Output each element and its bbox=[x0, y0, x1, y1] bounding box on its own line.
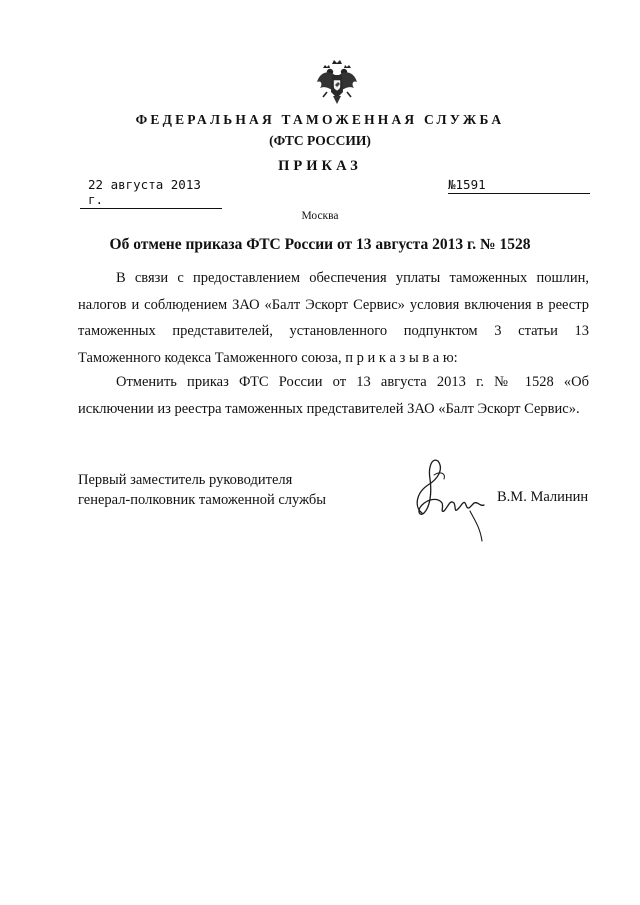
handwritten-signature bbox=[408, 455, 490, 545]
document-type: ПРИКАЗ bbox=[278, 158, 362, 174]
signatory-position-line-2: генерал-полковник таможенной службы bbox=[78, 492, 327, 508]
document-number: №1591 bbox=[448, 177, 590, 194]
organization-name: ФЕДЕРАЛЬНАЯ ТАМОЖЕННАЯ СЛУЖБА bbox=[135, 112, 505, 127]
document-title: Об отмене приказа ФТС России от 13 августа 2013 г. № 1528 bbox=[109, 236, 531, 253]
document-date: 22 августа 2013 г. bbox=[80, 177, 222, 209]
signatory-position-line-1: Первый заместитель руководителя bbox=[78, 472, 293, 488]
signatory-name: В.М. Малинин bbox=[497, 489, 589, 505]
russian-coat-of-arms-icon bbox=[314, 58, 360, 106]
body-paragraph-2: Отменить приказ ФТС России от 13 августа 2013 г. № 1528 «Об исключении из реестра таможенных представителей ЗАО «Балт Эскорт Сервис». bbox=[78, 374, 589, 417]
organization-abbreviation: (ФТС РОССИИ) bbox=[269, 133, 371, 148]
body-paragraph-1: В связи с предоставлением обеспечения уплаты таможенных пошлин, налогов и соблюдением ЗАО «Балт Эскорт Сервис» условия включения в реестр таможенных представителей, установленного подпунктом 3 статьи 13 Таможенного кодекса Таможенного союза, п р и к а з ы в а ю: bbox=[78, 270, 589, 366]
document-city: Москва bbox=[301, 210, 339, 222]
signatory-position bbox=[78, 470, 326, 510]
